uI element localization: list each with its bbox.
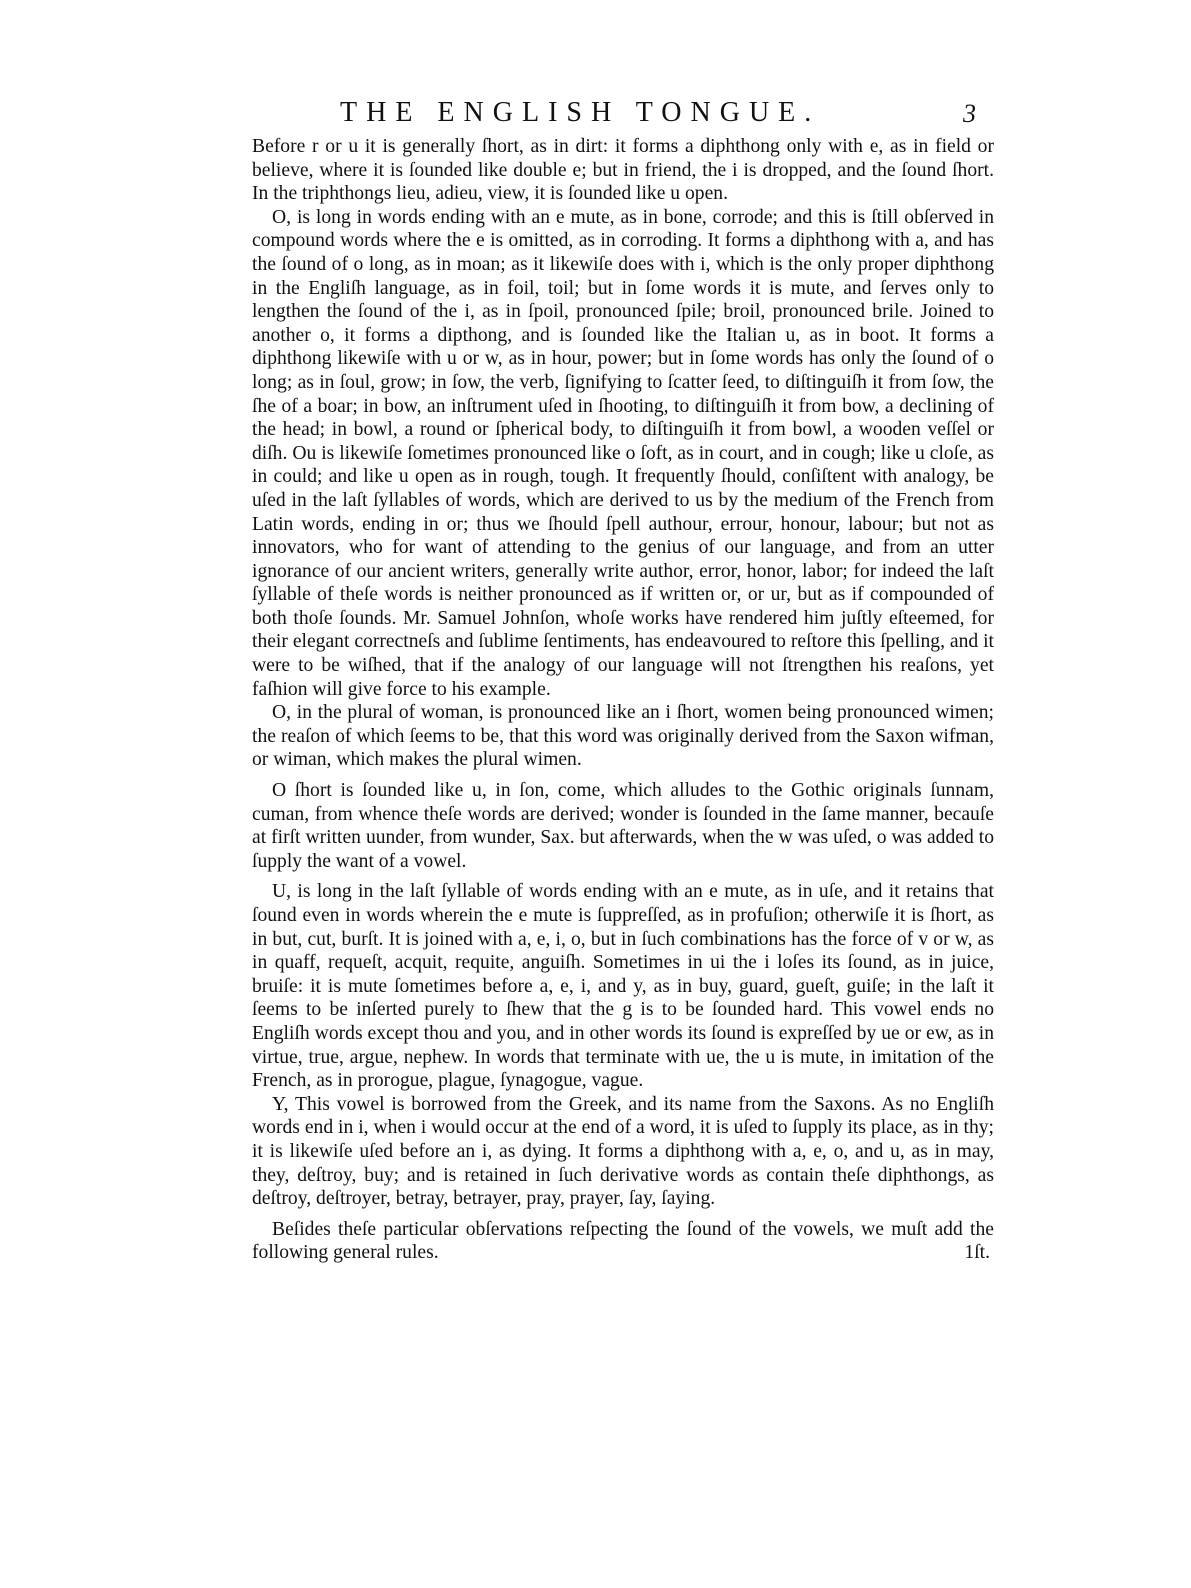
paragraph-vowel-u: U, is long in the laſt ſyllable of words ending with an e mute, as in uſe, and it retains that ſound even in words wherein the e mute is ſuppreſſed, as in profuſion; otherwiſe it is ſhort, as in but, cut, burſt. It is joined with a, e, i, o, but in ſuch combinations has the force of v or w, as in quaff, requeſt, acquit, requite, anguiſh. Sometimes in ui the i loſes its ſound, as in juice, bruiſe: it is mute ſometimes before a, e, i, and y, as in buy, guard, gueſt, guiſe; in the laſt it ſeems to be inſerted purely to ſhew that the g is to be ſounded hard. This vowel ends no Engliſh words except thou and you, and in other words its ſound is expreſſed by ue or ew, as in virtue, true, argue, nephew. In words that terminate with ue, the u is mute, in imitation of the French, as in prorogue, plague, ſynagogue, vague.	[252, 881, 994, 1092]
paragraph-vowel-o: O, is long in words ending with an e mute, as in bone, corrode; and this is ſtill obſerved in compound words where the e is omitted, as in corroding. It forms a diphthong with a, and has the ſound of o long, as in moan; as it likewiſe does with i, which is the only proper diphthong in the Engliſh language, as in foil, toil; but in ſome words it is mute, and ſerves only to lengthen the ſound of the i, as in ſpoil, pronounced ſpile; broil, pronounced brile. Joined to another o, it forms a dipthong, and is ſounded like the Italian u, as in boot. It forms a diphthong likewiſe with u or w, as in hour, power; but in ſome words has only the ſound of o long; as in ſoul, grow; in ſow, the verb, ſignifying to ſcatter ſeed, to diſtinguiſh it from ſow, the ſhe of a boar; in bow, an inſtrument uſed in ſhooting, to diſtinguiſh it from bow, a declining of the head; in bowl, a round or ſpherical body, to diſtinguiſh it from bowl, a wooden veſſel or diſh. Ou is likewiſe ſometimes pronounced like o ſoft, as in court, and in cough; like u cloſe, as in could; and like u open as in rough, tough. It frequently ſhould, conſiſtent with analogy, be uſed in the laſt ſyllables of words, which are derived to us by the medium of the French from Latin words, ending in or; thus we ſhould ſpell authour, errour, honour, labour; but not as innovators, who for want of attending to the genius of our language, and from an utter ignorance of our ancient writers, generally write author, error, honor, labor; for indeed the laſt ſyllable of theſe words is neither pronounced as if written or, or ur, but as if compounded of both thoſe ſounds. Mr. Samuel Johnſon, whoſe works have rendered him juſtly eſteemed, for their elegant correctneſs and ſublime ſentiments, has endeavoured to reſtore this ſpelling, and it were to be wiſhed, that if the analogy of our language will not ſtrengthen his reaſons, yet faſhion will give force to his example.	[252, 206, 994, 700]
page-header	[240, 95, 990, 135]
body-text	[252, 135, 994, 1265]
running-head: THE ENGLISH TONGUE.	[340, 97, 821, 128]
catchword: 1ſt.	[964, 1242, 990, 1264]
paragraph-vowel-i-continued: Before r or u it is generally ſhort, as in dirt: it forms a diphthong only with e, as in field or believe, where it is ſounded like double e; but in friend, the i is dropped, and the ſound ſhort. In the triphthongs lieu, adieu, view, it is ſounded like u open.	[252, 136, 994, 205]
paragraph-o-plural-woman: O, in the plural of woman, is pronounced like an i ſhort, women being pronounced wimen; the reaſon of which ſeems to be, that this word was originally derived from the Saxon wifman, or wiman, which makes the plural wimen.	[252, 702, 994, 771]
paragraph-o-short: O ſhort is ſounded like u, in ſon, come, which alludes to the Gothic originals ſunnam, cuman, from whence theſe words are derived; wonder is ſounded in the ſame manner, becauſe at firſt written uunder, from wunder, Sax. but afterwards, when the w was uſed, o was added to ſupply the want of a vowel.	[252, 780, 994, 872]
paragraph-vowel-y: Y, This vowel is borrowed from the Greek, and its name from the Saxons. As no Engliſh words end in i, when i would occur at the end of a word, it is uſed to ſupply its place, as in thy; it is likewiſe uſed before an i, as dying. It forms a diphthong with a, e, o, and u, as in may, they, deſtroy, buy; and is retained in ſuch derivative words as contain theſe diphthongs, as deſtroy, deſtroyer, betray, betrayer, pray, prayer, ſay, ſaying.	[252, 1093, 994, 1210]
page-number: 3	[963, 99, 976, 128]
paragraph-general-rules: Beſides theſe particular obſervations reſpecting the ſound of the vowels, we muſt add the following general rules.	[252, 1218, 994, 1264]
